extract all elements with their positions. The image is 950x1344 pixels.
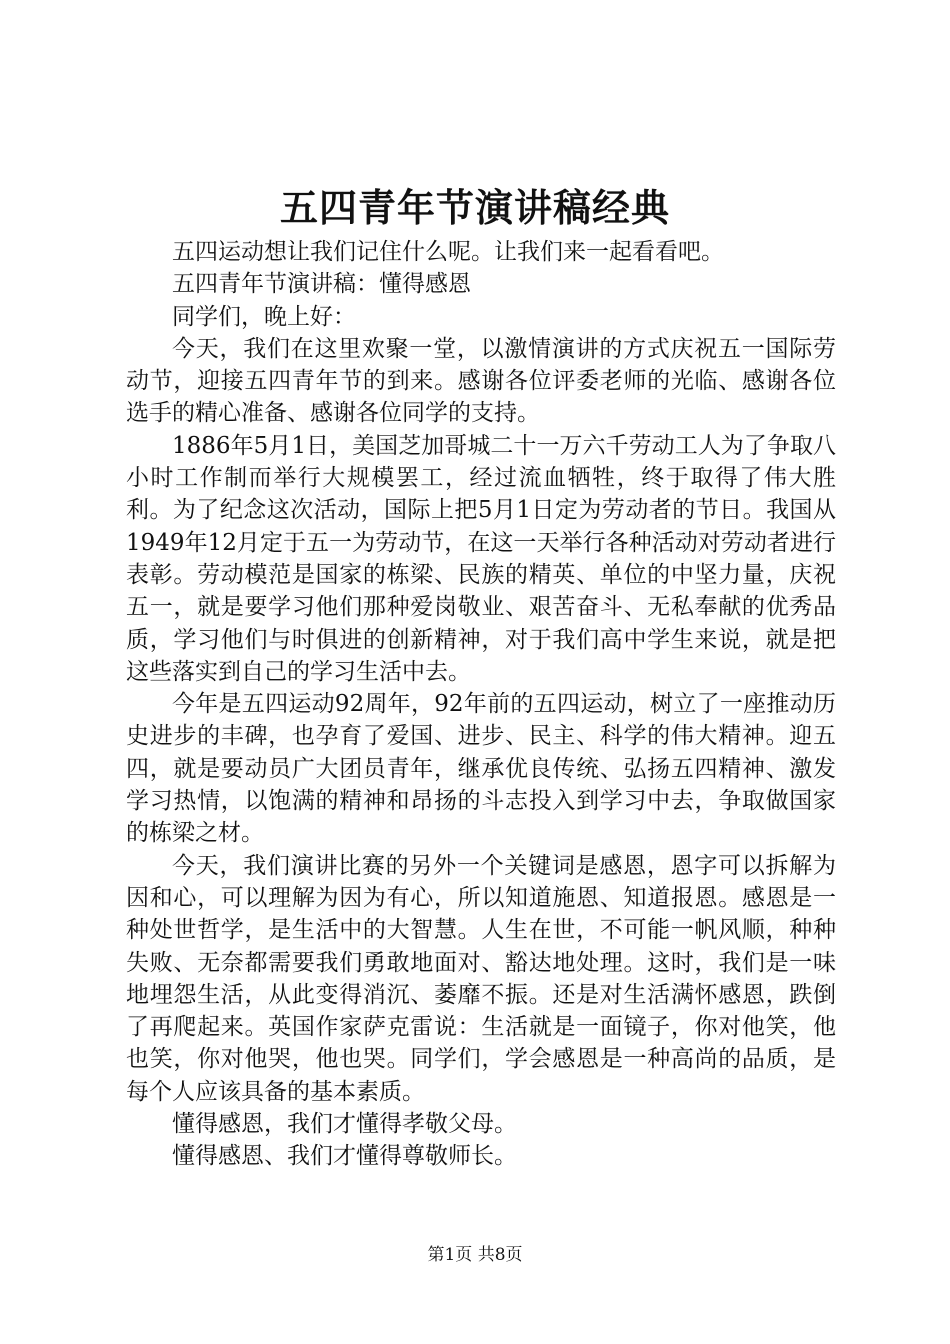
paragraph-may-fourth: 今年是五四运动92周年，92年前的五四运动，树立了一座推动历史进步的丰碑，也孕育了爱国、进步、民主、科学的伟大精神。迎五四，就是要动员广大团员青年，继承优良传统、弘扬五四精神、激发学习热情，以饱满的精神和昂扬的斗志投入到学习中去，争取做国家的栋梁之材。 xyxy=(126,691,836,847)
paragraph-parents: 懂得感恩，我们才懂得孝敬父母。 xyxy=(172,1111,517,1138)
paragraph-labor-day-history: 1886年5月1日，美国芝加哥城二十一万六千劳动工人为了争取八小时工作制而举行大规模罢工，经过流血牺牲，终于取得了伟大胜利。为了纪念这次活动，国际上把5月1日定为劳动者的节日。我国从1949年12月定于五一为劳动节，在这一天举行各种活动对劳动者进行表彰。劳动模范是国家的栋梁、民族的精英、单位的中坚力量，庆祝五一，就是要学习他们那种爱岗敬业、艰苦奋斗、无私奉献的优秀品质，学习他们与时俱进的创新精神，对于我们高中学生来说，就是把这些落实到自己的学习生活中去。 xyxy=(126,432,836,685)
paragraph-gratitude: 今天，我们演讲比赛的另外一个关键词是感恩，恩字可以拆解为因和心，可以理解为因为有心，所以知道施恩、知道报恩。感恩是一种处世哲学，是生活中的大智慧。人生在世，不可能一帆风顺，种种失败、无奈都需要我们勇敢地面对、豁达地处理。这时，我们是一味地埋怨生活，从此变得消沉、萎靡不振。还是对生活满怀感恩，跌倒了再爬起来。英国作家萨克雷说：生活就是一面镜子，你对他笑，他也笑，你对他哭，他也哭。同学们，学会感恩是一种高尚的品质，是每个人应该具备的基本素质。 xyxy=(126,852,836,1105)
page-footer: 第1页 共8页 xyxy=(427,1245,523,1265)
paragraph-greeting: 同学们，晚上好： xyxy=(172,303,356,330)
paragraph-intro: 五四运动想让我们记住什么呢。让我们来一起看看吧。 xyxy=(172,239,724,265)
document-body xyxy=(126,236,836,1173)
paragraph-opening: 今天，我们在这里欢聚一堂，以激情演讲的方式庆祝五一国际劳动节，迎接五四青年节的到来。感谢各位评委老师的光临、感谢各位选手的精心准备、感谢各位同学的支持。 xyxy=(126,335,836,427)
document-title: 五四青年节演讲稿经典 xyxy=(279,185,670,230)
paragraph-teachers: 懂得感恩、我们才懂得尊敬师长。 xyxy=(172,1143,517,1170)
paragraph-subtitle: 五四青年节演讲稿：懂得感恩 xyxy=(172,271,471,298)
